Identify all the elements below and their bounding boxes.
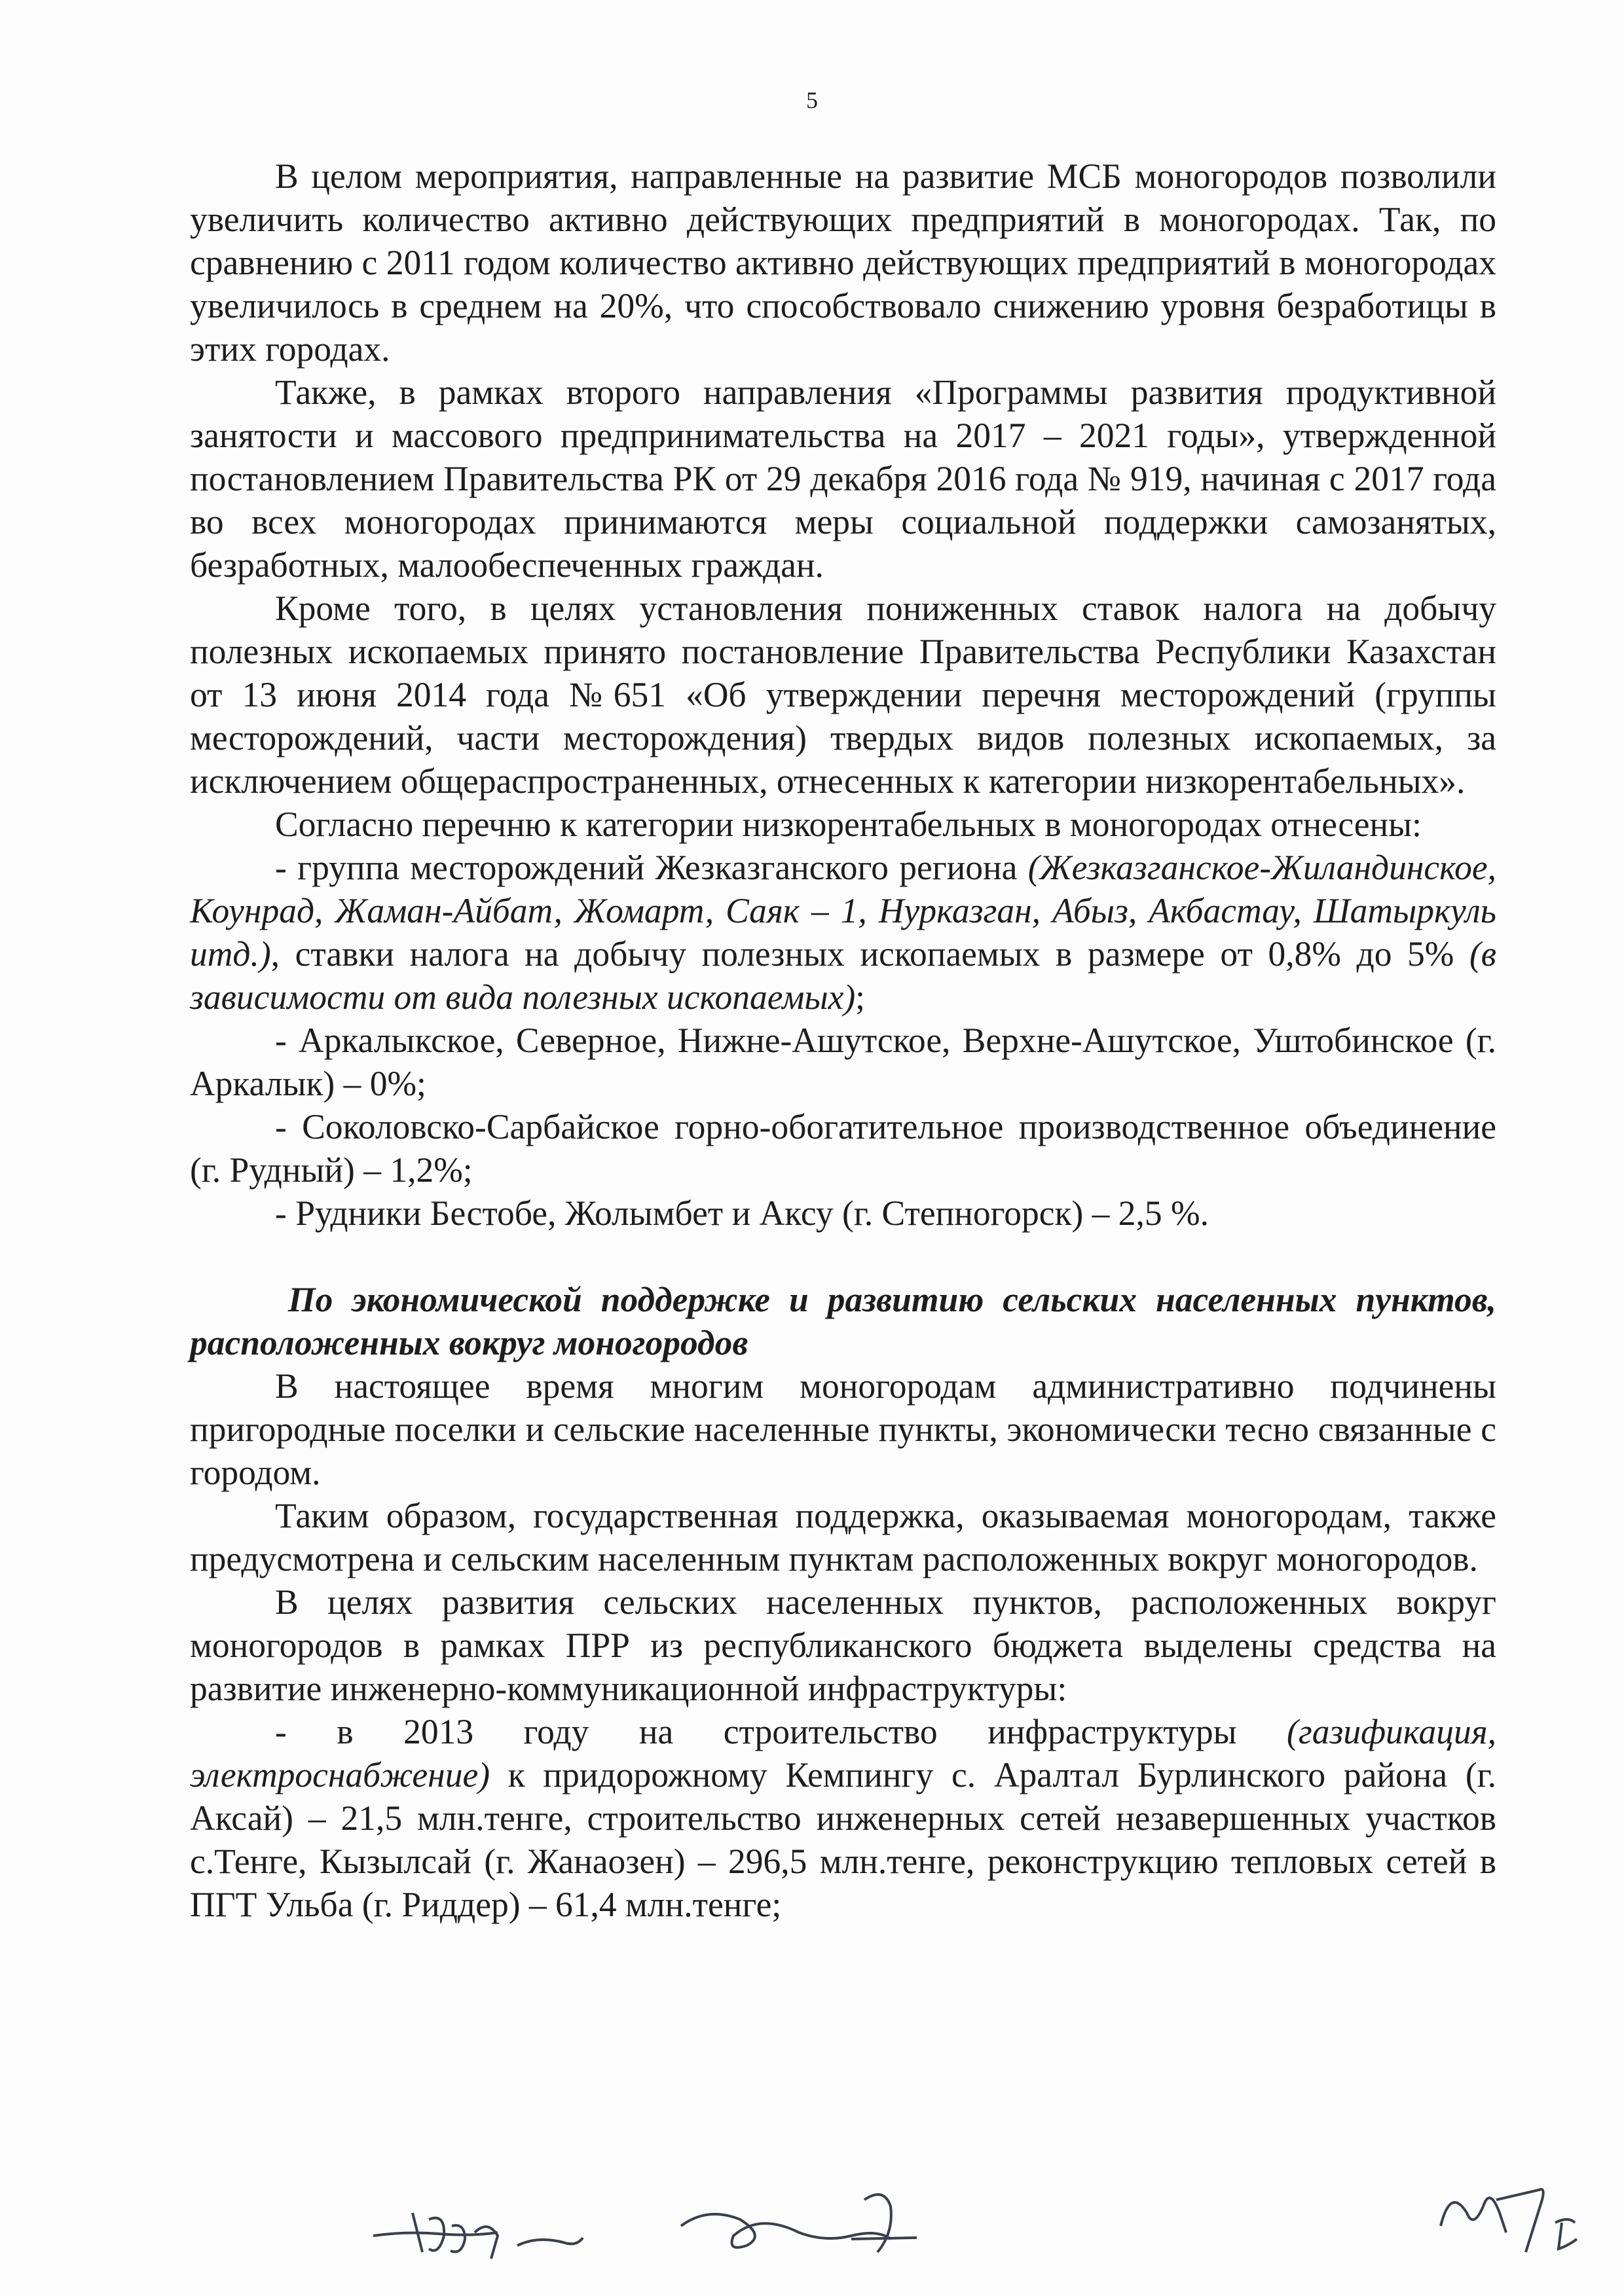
list-item-text: ;: [855, 977, 866, 1017]
list-item-text: к придорожному Кемпингу с. Аралтал Бурлинского района (г. Аксай) – 21,5 млн.тенге, строительство инженерных сетей незавершенных участков с.Тенге, Кызылсай (г. Жанаозен) – 296,5 млн.тенге, реконструкцию тепловых сетей в ПГТ Ульба (г. Риддер) – 61,4 млн.тенге;: [190, 1755, 1496, 1924]
signature-2: [668, 2174, 956, 2272]
list-item-italic: (Жезказганское-Жиландинское, Коунрад, Жаман-Айбат, Жомарт, Саяк – 1, Нурказган, Абыз, Акбастау, Шатыркуль итд.): [190, 848, 1496, 974]
list-item: [190, 1710, 1496, 1926]
paragraph-low-profit-list-intro: Согласно перечню к категории низкорентабельных в моногородах отнесены:: [275, 805, 1422, 844]
paragraph-tax-rates: Кроме того, в целях установления пониженных ставок налога на добычу полезных ископаемых принято постановление Правительства Республики Казахстан от 13 июня 2014 года №651 «Об утверждении перечня месторождений (группы месторождений, части месторождения) твердых видов полезных ископаемых, за исключением общераспространенных, отнесенных к категории низкорентабельных».: [190, 589, 1496, 801]
document-body: [190, 155, 1496, 1926]
paragraph-employment-program: Также, в рамках второго направления «Программы развития продуктивной занятости и массового предпринимательства на 2017 – 2021 годы», утвержденной постановлением Правительства РК от 29 декабря 2016 года № 919, начиная с 2017 года во всех моногородах принимаются меры социальной поддержки самозанятых, безработных, малообеспеченных граждан.: [190, 373, 1496, 585]
page-number: 5: [806, 87, 818, 113]
signatures-area: [0, 2160, 1624, 2291]
list-item: - Соколовско-Сарбайское горно-обогатительное производственное объединение (г. Рудный) – 1,2%;: [190, 1107, 1496, 1190]
paragraph-state-support: Таким образом, государственная поддержка, оказываемая моногородам, также предусмотрена и сельским населенным пунктам расположенных вокруг моногородов.: [190, 1496, 1496, 1578]
list-item-text: , ставки налога на добычу полезных ископаемых в размере от 0,8% до 5%: [270, 934, 1469, 974]
paragraph-budget-funds: В целях развития сельских населенных пунктов, расположенных вокруг моногородов в рамках ПРР из республиканского бюджета выделены средства на развитие инженерно-коммуникационной инфраструктуры:: [190, 1582, 1496, 1708]
paragraph-suburban-settlements: В настоящее время многим моногородам административно подчинены пригородные поселки и сельские населенные пункты, экономически тесно связанные с городом.: [190, 1366, 1496, 1492]
list-item-text: - в 2013 году на строительство инфраструктуры: [275, 1712, 1287, 1751]
section-spacer: [190, 1235, 1496, 1278]
list-item-text: - группа месторождений Жезказганского региона: [275, 848, 1028, 887]
list-item: [190, 846, 1496, 1019]
list-item: - Рудники Бестобе, Жолымбет и Аксу (г. Степногорск) – 2,5 %.: [275, 1194, 1209, 1233]
list-item-italic: (в зависимости от вида полезных ископаемых): [190, 934, 1496, 1017]
signature-1: [367, 2174, 602, 2278]
list-item-italic: (газификация, электроснабжение): [190, 1712, 1496, 1795]
list-item: - Аркалыкское, Северное, Нижне-Ашутское, Верхне-Ашутское, Уштобинское (г. Аркалык) – 0%;: [190, 1021, 1496, 1103]
signature-3: [1428, 2160, 1598, 2259]
section-heading: По экономической поддержке и развитию сельских населенных пунктов, расположенных вокруг моногородов: [190, 1280, 1496, 1362]
paragraph-msb-results: В целом мероприятия, направленные на развитие МСБ моногородов позволили увеличить количество активно действующих предприятий в моногородах. Так, по сравнению с 2011 годом количество активно действующих предприятий в моногородах увеличилось в среднем на 20%, что способствовало снижению уровня безработицы в этих городах.: [190, 156, 1496, 369]
